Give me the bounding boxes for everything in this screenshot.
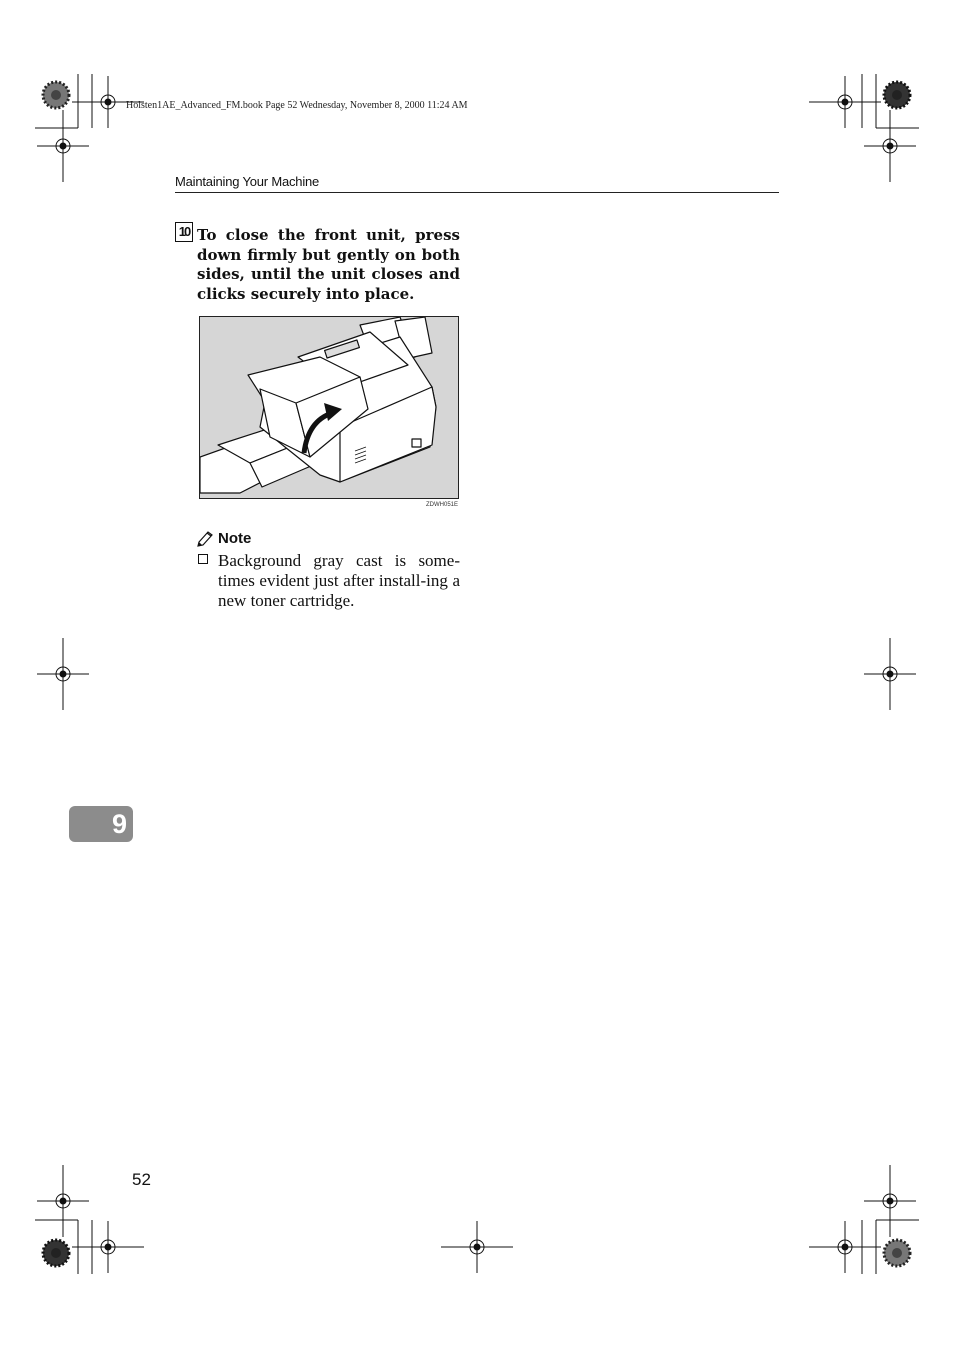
chapter-tab-number: 9 <box>111 809 127 839</box>
pencil-icon <box>197 529 215 547</box>
note-item: Background gray cast is some-times evident just after install-ing a new toner cartridge. <box>218 551 460 610</box>
checkbox-icon <box>198 554 208 564</box>
running-head: Maintaining Your Machine <box>175 174 320 189</box>
fax-machine-drawing <box>200 317 458 498</box>
note-heading: Note <box>218 530 252 547</box>
figure-code: ZDWH051E <box>425 502 458 508</box>
header-rule <box>175 192 779 193</box>
step-instruction: To close the front unit, press down firmly but gently on both sides, until the unit closes and clicks securely into place. <box>197 226 460 303</box>
page-number: 52 <box>132 1170 151 1189</box>
step-number: 10 <box>175 222 193 242</box>
fax-machine-illustration <box>199 316 459 499</box>
file-slug: Holsten1AE_Advanced_FM.book Page 52 Wednesday, November 8, 2000 11:24 AM <box>126 100 468 111</box>
